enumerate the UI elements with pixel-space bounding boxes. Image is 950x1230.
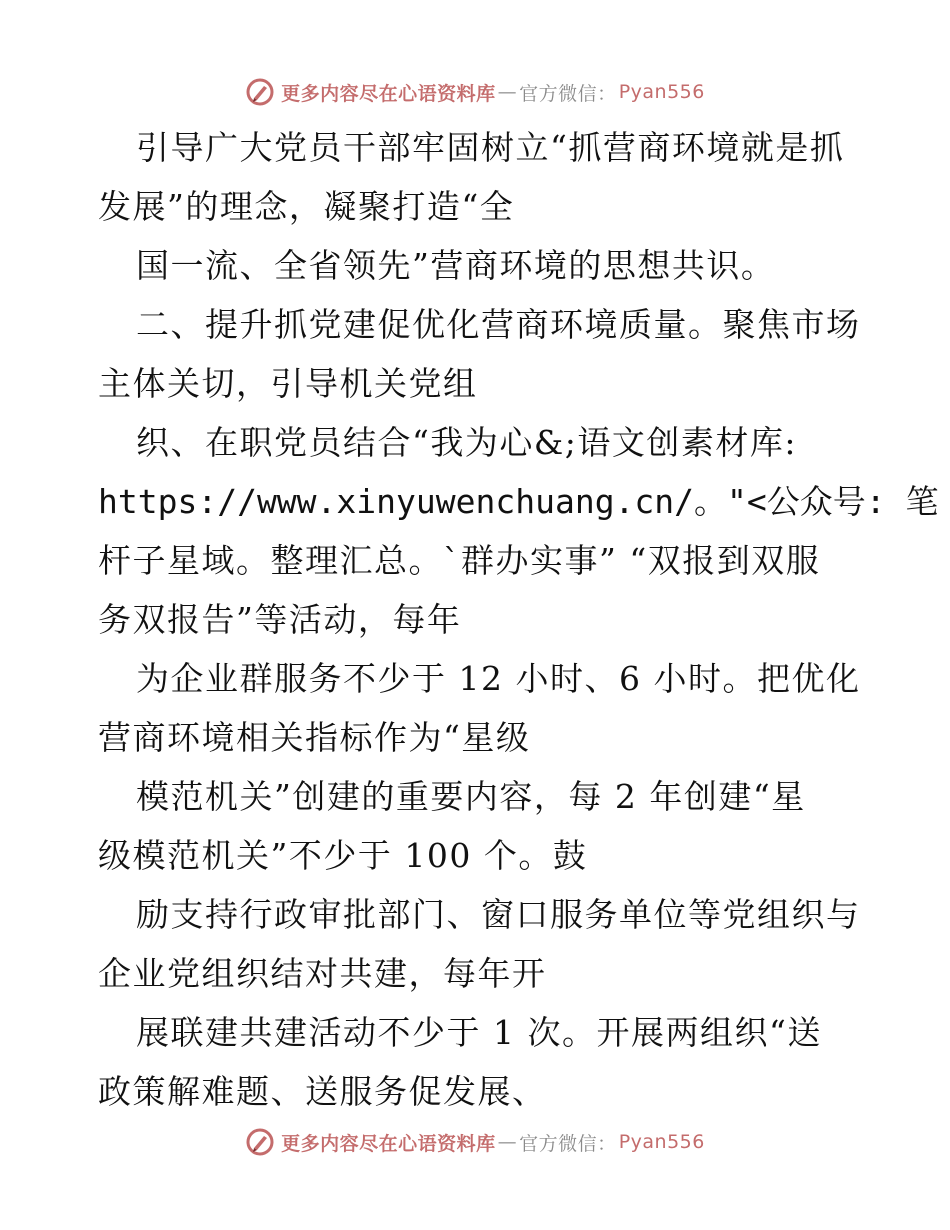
text-line-1: 引导广大党员干部牢固树立“抓营商环境就是抓 xyxy=(136,128,845,167)
document-body xyxy=(98,118,939,1121)
text-line-5: 主体关切，引导机关党组 xyxy=(98,364,478,403)
header-watermark xyxy=(0,72,950,112)
footer-official-label: 官方微信： xyxy=(519,1132,617,1155)
text-line-15: 企业党组织结对共建，每年开 xyxy=(98,954,547,993)
footer-watermark xyxy=(0,1122,950,1162)
pen-logo-icon xyxy=(245,77,275,107)
text-line-16: 展联建共建活动不少于 1 次。开展两组织“送 xyxy=(136,1013,822,1052)
text-line-10: 为企业群服务不少于 12 小时、6 小时。把优化 xyxy=(136,659,861,698)
text-line-13: 级模范机关”不少于 100 个。鼓 xyxy=(98,836,588,875)
text-line-17: 政策解难题、送服务促发展、 xyxy=(98,1072,547,1111)
text-line-4: 二、提升抓党建促优化营商环境质量。聚焦市场 xyxy=(136,305,861,344)
text-line-9: 务双报告”等活动，每年 xyxy=(98,600,462,639)
header-official-label: 官方微信： xyxy=(519,82,617,105)
footer-brand: 更多内容尽在心语资料库 xyxy=(281,1132,496,1155)
footer-wechat-id: Pyan556 xyxy=(618,1131,705,1153)
text-line-12: 模范机关”创建的重要内容，每 2 年创建“星 xyxy=(136,777,806,816)
header-wechat-id: Pyan556 xyxy=(618,81,705,103)
text-line-3: 国一流、全省领先”营商环境的思想共识。 xyxy=(136,246,776,285)
text-line-6: 织、在职党员结合“我为心&;语文创素材库: xyxy=(136,423,797,462)
pen-logo-icon xyxy=(245,1127,275,1157)
text-line-2: 发展”的理念，凝聚打造“全 xyxy=(98,187,515,226)
text-line-7-url: https://www.xinyuwenchuang.cn/。"<公众号: 笔 xyxy=(98,482,939,521)
text-line-11: 营商环境相关指标作为“星级 xyxy=(98,718,531,757)
header-separator: — xyxy=(497,81,518,103)
text-line-8: 杆子星域。整理汇总。`群办实事” “双报到双服 xyxy=(98,541,821,580)
footer-separator: — xyxy=(497,1131,518,1153)
header-brand: 更多内容尽在心语资料库 xyxy=(281,82,496,105)
text-line-14: 励支持行政审批部门、窗口服务单位等党组织与 xyxy=(136,895,861,934)
